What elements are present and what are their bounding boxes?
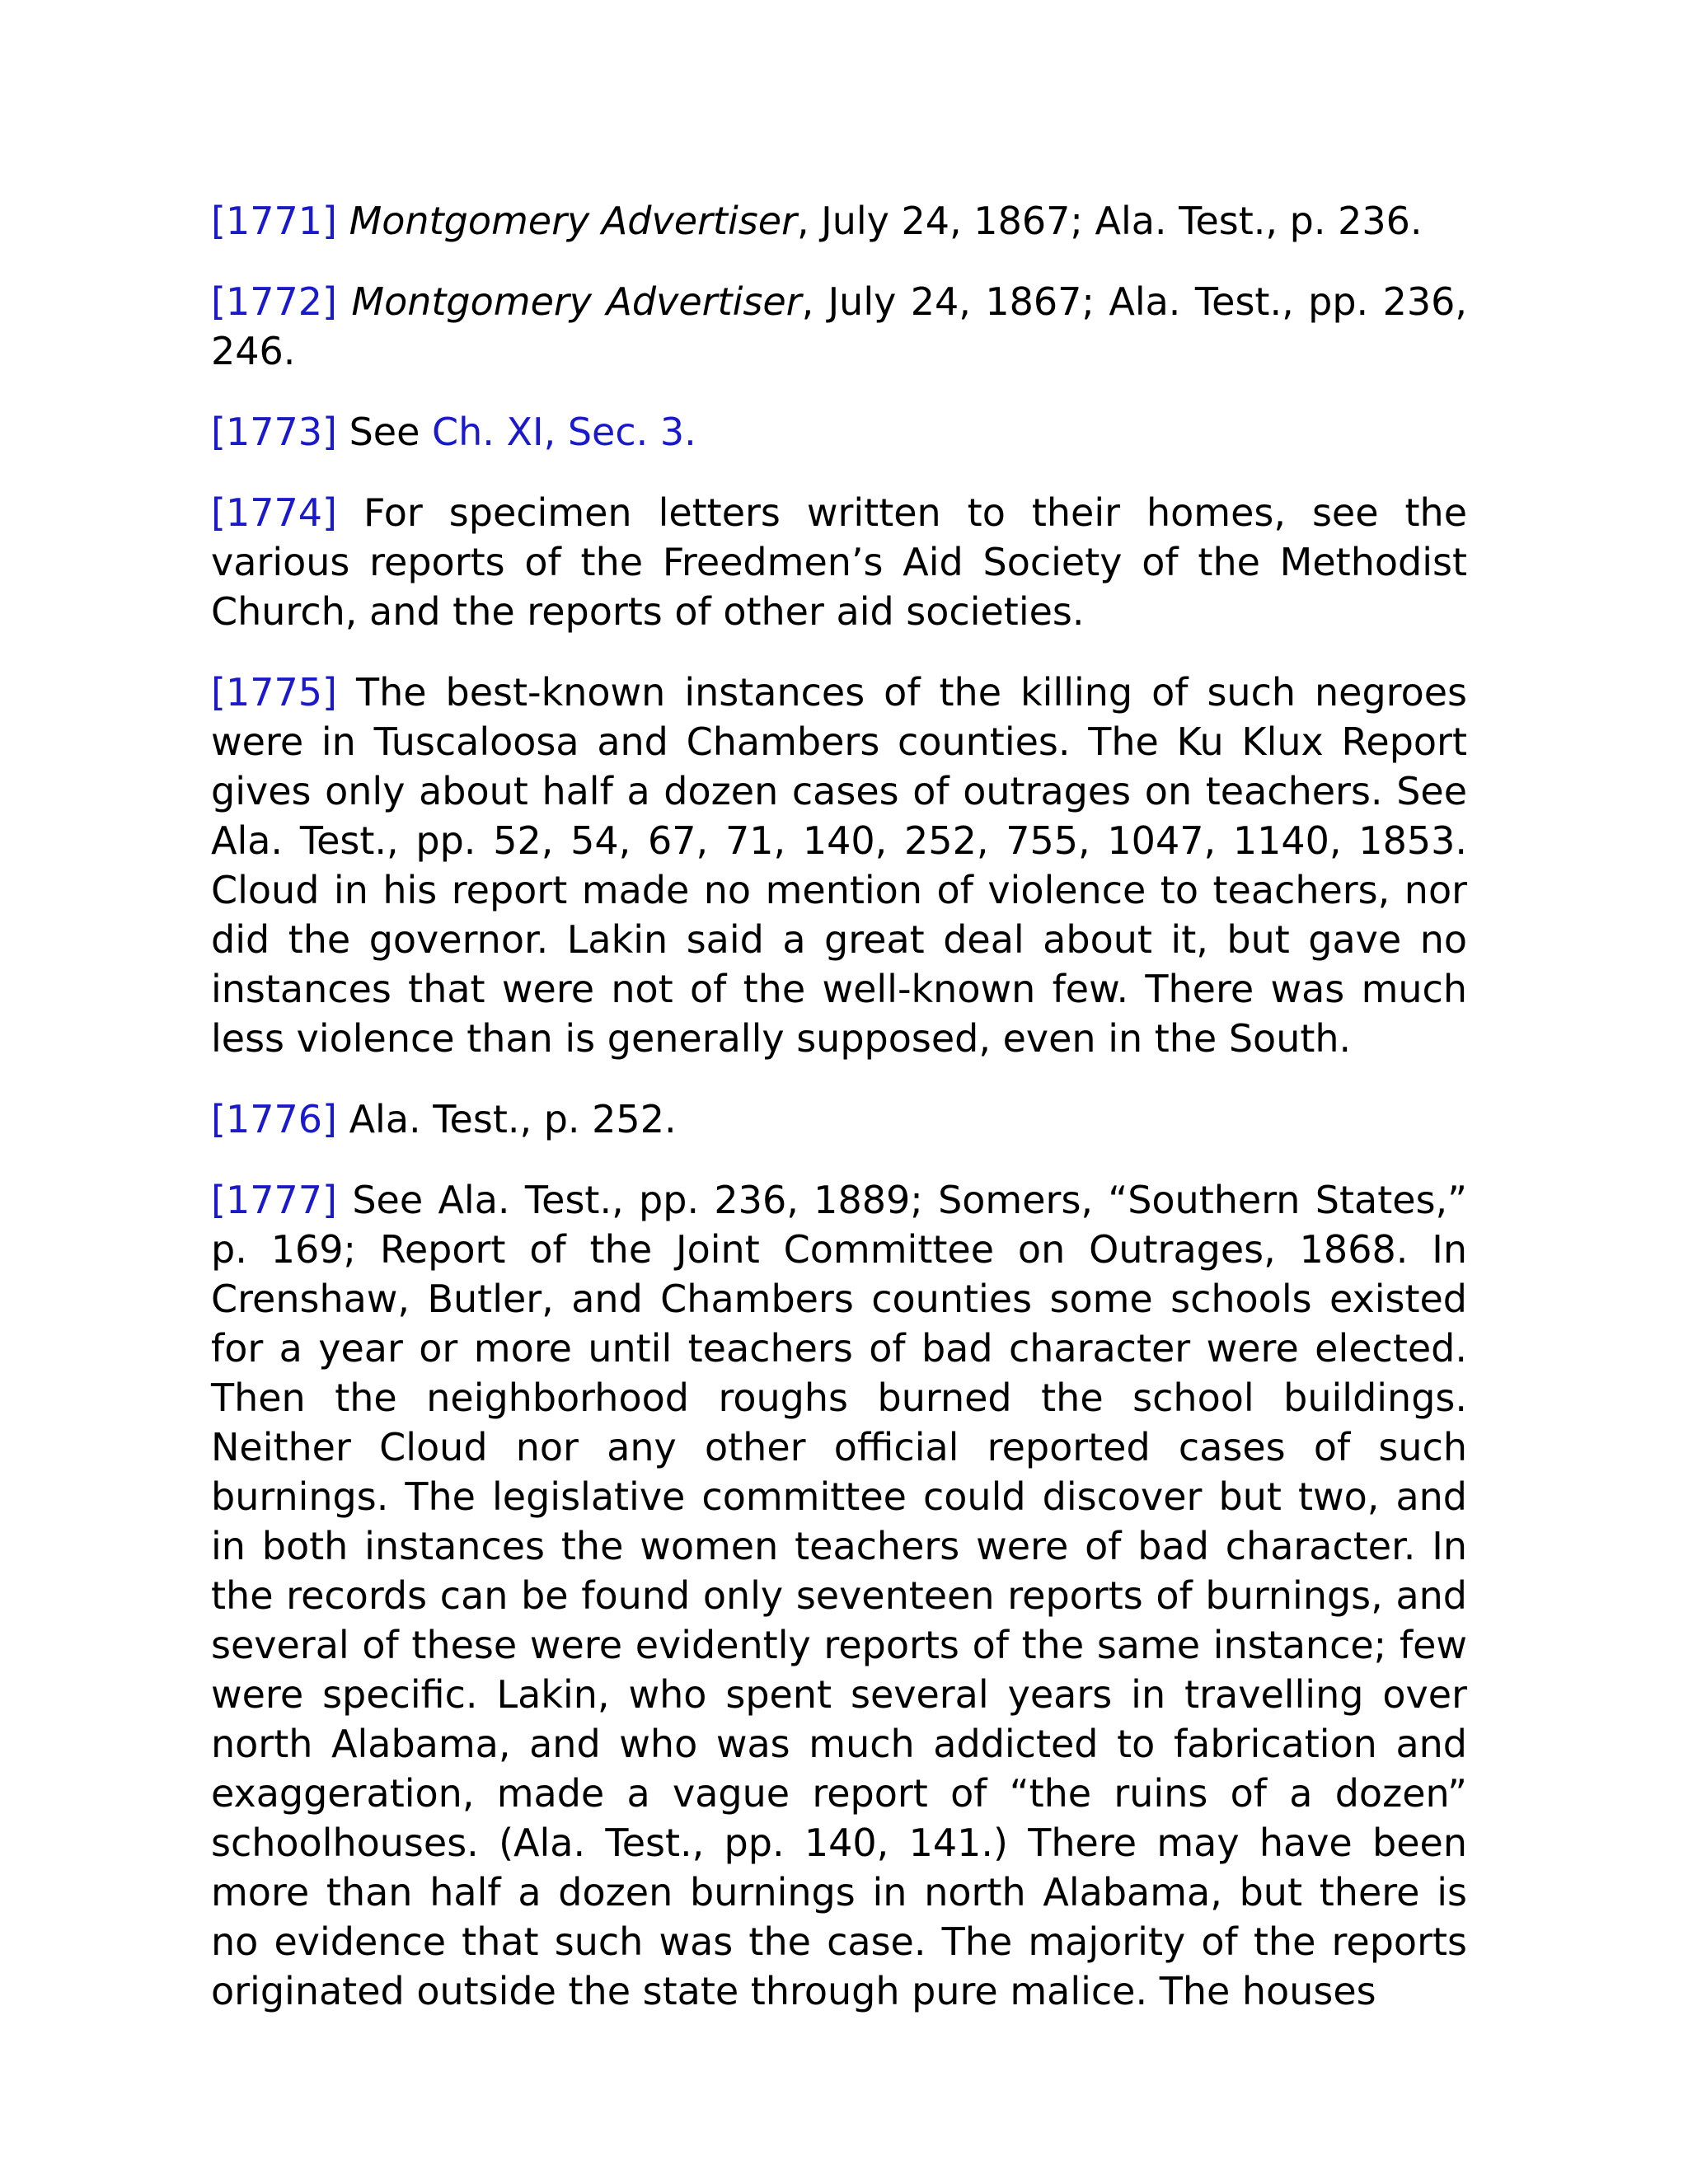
chapter-section-link[interactable]: Ch. XI, Sec. 3. [432,410,696,454]
footnote-ref-link[interactable]: [1777] [211,1178,337,1222]
footnote-ref-link[interactable]: [1776] [211,1097,337,1141]
footnote-text: Ala. Test., p. 252. [336,1097,677,1141]
publication-title: Montgomery Advertiser [349,199,797,243]
publication-title: Montgomery Advertiser [351,279,802,324]
footnote-1776 [211,1094,1467,1144]
footnote-ref-link[interactable]: [1773] [211,410,337,454]
footnote-text: See Ala. Test., pp. 236, 1889; Somers, “Southern States,” p. 169; Report of the Joint Committee on Outrages, 1868. In Crenshaw, Butler, and Chambers counties some schools existed for a year or more until teachers of bad character were elected. Then the neighborhood roughs burned the school buildings. Neither Cloud nor any other official reported cases of such burnings. The legislative committee could discover but two, and in both instances the women teachers were of bad character. In the records can be found only seventeen reports of burnings, and several of these were evidently reports of the same instance; few were specific. Lakin, who spent several years in travelling over north Alabama, and who was much addicted to fabrication and exaggeration, made a vague report of “the ruins of a dozen” schoolhouses. (Ala. Test., pp. 140, 141.) There may have been more than half a dozen burnings in north Alabama, but there is no evidence that such was the case. The majority of the reports originated outside the state through pure malice. The houses [211,1178,1467,2013]
footnote-1771 [211,196,1467,246]
footnotes-page [211,196,1467,2047]
footnote-ref-link[interactable]: [1771] [211,199,337,243]
footnote-1777 [211,1175,1467,2016]
footnote-ref-link[interactable]: [1772] [211,279,337,324]
footnote-text: The best-known instances of the killing of such negroes were in Tuscaloosa and Chambers counties. The Ku Klux Report gives only about half a dozen cases of outrages on teachers. See Ala. Test., pp. 52, 54, 67, 71, 140, 252, 755, 1047, 1140, 1853. Cloud in his report made no mention of violence to teachers, nor did the governor. Lakin said a great deal about it, but gave no instances that were not of the well-known few. There was much less violence than is generally supposed, even in the South. [211,670,1467,1061]
footnote-text: See [336,410,433,454]
footnote-ref-link[interactable]: [1774] [211,490,337,535]
footnote-text: , July 24, 1867; Ala. Test., pp. 236, 246. [211,279,1467,373]
footnote-1774 [211,488,1467,636]
footnote-text: , July 24, 1867; Ala. Test., p. 236. [796,199,1423,243]
footnote-ref-link[interactable]: [1775] [211,670,337,715]
footnote-1772 [211,277,1467,376]
footnote-text: For specimen letters written to their homes, see the various reports of the Freedmen’s Aid Society of the Methodist Church, and the reports of other aid societies. [211,490,1467,634]
footnote-1773 [211,407,1467,457]
footnote-1775 [211,668,1467,1063]
